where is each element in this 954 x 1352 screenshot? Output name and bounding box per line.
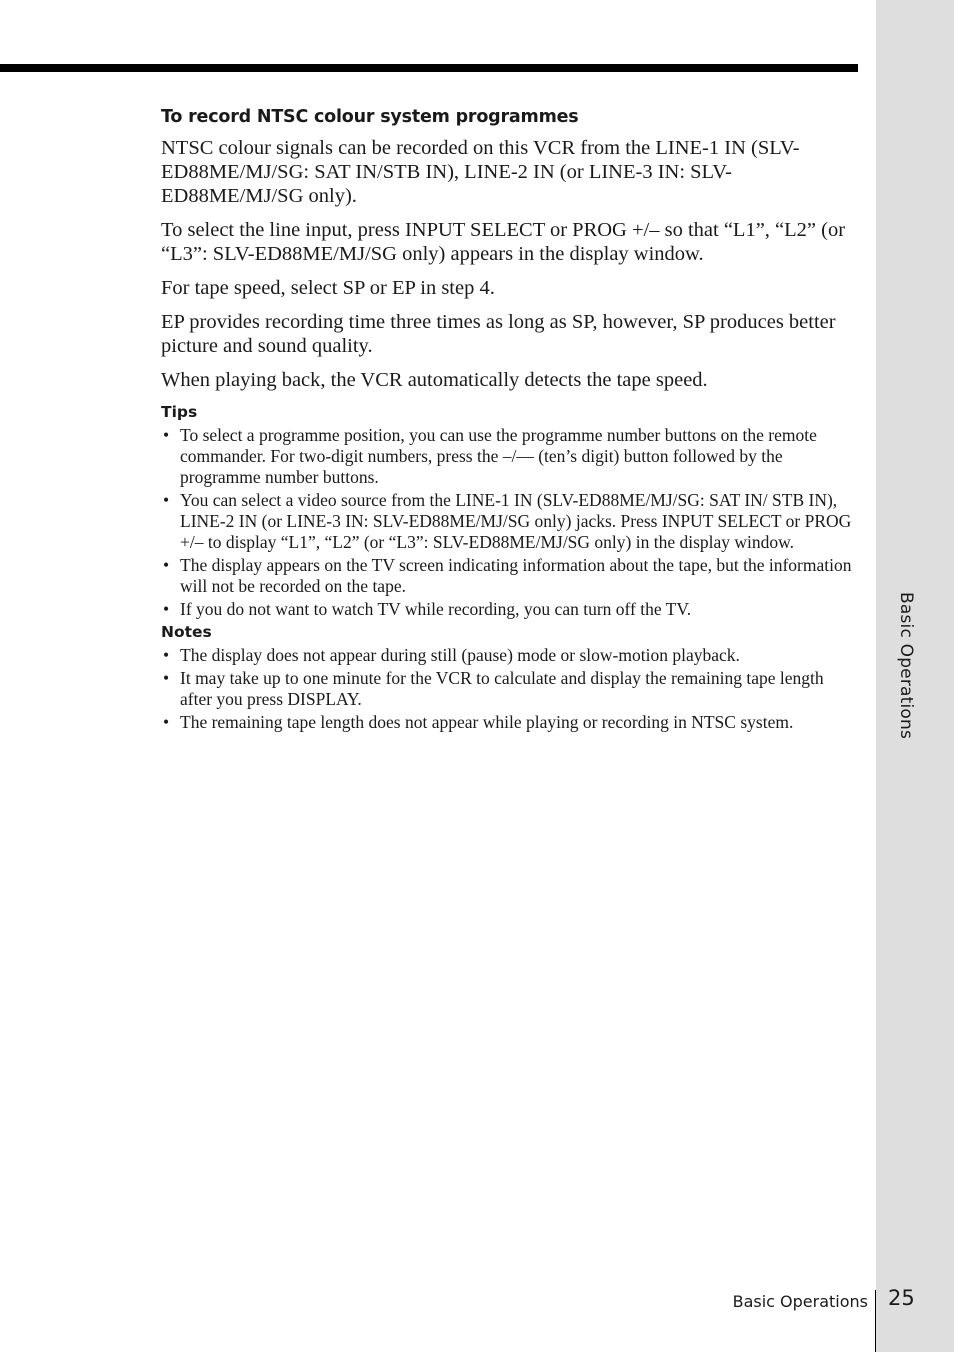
list-item [161,712,857,733]
note-text: The display does not appear during still (pause) mode or slow-motion playback. [180,645,740,665]
paragraph-playback: When playing back, the VCR automatically detects the tape speed. [161,369,708,391]
bullet-icon: • [163,425,170,445]
tip-text: If you do not want to watch TV while recording, you can turn off the TV. [180,599,692,619]
notes-list [161,645,857,733]
footer [733,1290,868,1312]
paragraph-ep-sp: EP provides recording time three times as long as SP, however, SP produces better picture and sound quality. [161,311,836,357]
section-heading: To record NTSC colour system programmes [161,107,579,127]
paragraph-ntsc-inputs: NTSC colour signals can be recorded on this VCR from the LINE-1 IN (SLV-ED88ME/MJ/SG: SAT IN/STB IN), LINE-2 IN (or LINE-3 IN: SLV-ED88ME/MJ/SG only). [161,137,800,207]
tip-text: The display appears on the TV screen indicating information about the tape, but the information will not be recorded on the tape. [180,555,852,596]
note-text: The remaining tape length does not appear while playing or recording in NTSC system. [180,712,794,732]
paragraph-line-input: To select the line input, press INPUT SELECT or PROG +/– so that “L1”, “L2” (or “L3”: SLV-ED88ME/MJ/SG only) appears in the display window. [161,219,846,265]
top-rule [0,64,858,72]
side-tab-label: Basic Operations [896,592,916,740]
bullet-icon: • [163,490,170,510]
list-item [161,555,857,597]
list-item [161,668,857,710]
bullet-icon: • [163,712,170,732]
tip-text: To select a programme position, you can use the programme number buttons on the remote commander. For two-digit numbers, press the –/–– (ten’s digit) button followed by the programme number buttons. [180,425,817,487]
list-item [161,425,857,488]
note-text: It may take up to one minute for the VCR to calculate and display the remaining tape length after you press DISPLAY. [180,668,824,709]
tips-list [161,425,857,620]
page-content [161,104,857,735]
notes-heading: Notes [161,623,212,641]
list-item [161,490,857,553]
footer-divider [875,1290,876,1352]
list-item [161,599,857,620]
list-item [161,645,857,666]
tips-heading: Tips [161,403,198,421]
paragraph-tape-speed: For tape speed, select SP or EP in step 4. [161,277,495,299]
bullet-icon: • [163,599,170,619]
bullet-icon: • [163,555,170,575]
bullet-icon: • [163,645,170,665]
footer-section-label: Basic Operations [732,1291,868,1311]
bullet-icon: • [163,668,170,688]
tip-text: You can select a video source from the LINE-1 IN (SLV-ED88ME/MJ/SG: SAT IN/ STB IN), LINE-2 IN (or LINE-3 IN: SLV-ED88ME/MJ/SG only) jacks. Press INPUT SELECT or PROG +/– to display “L1”, “L2” (or “L3”: SLV-ED88ME/MJ/SG only) in the display window. [180,490,852,552]
page-number: 25 [888,1286,915,1310]
